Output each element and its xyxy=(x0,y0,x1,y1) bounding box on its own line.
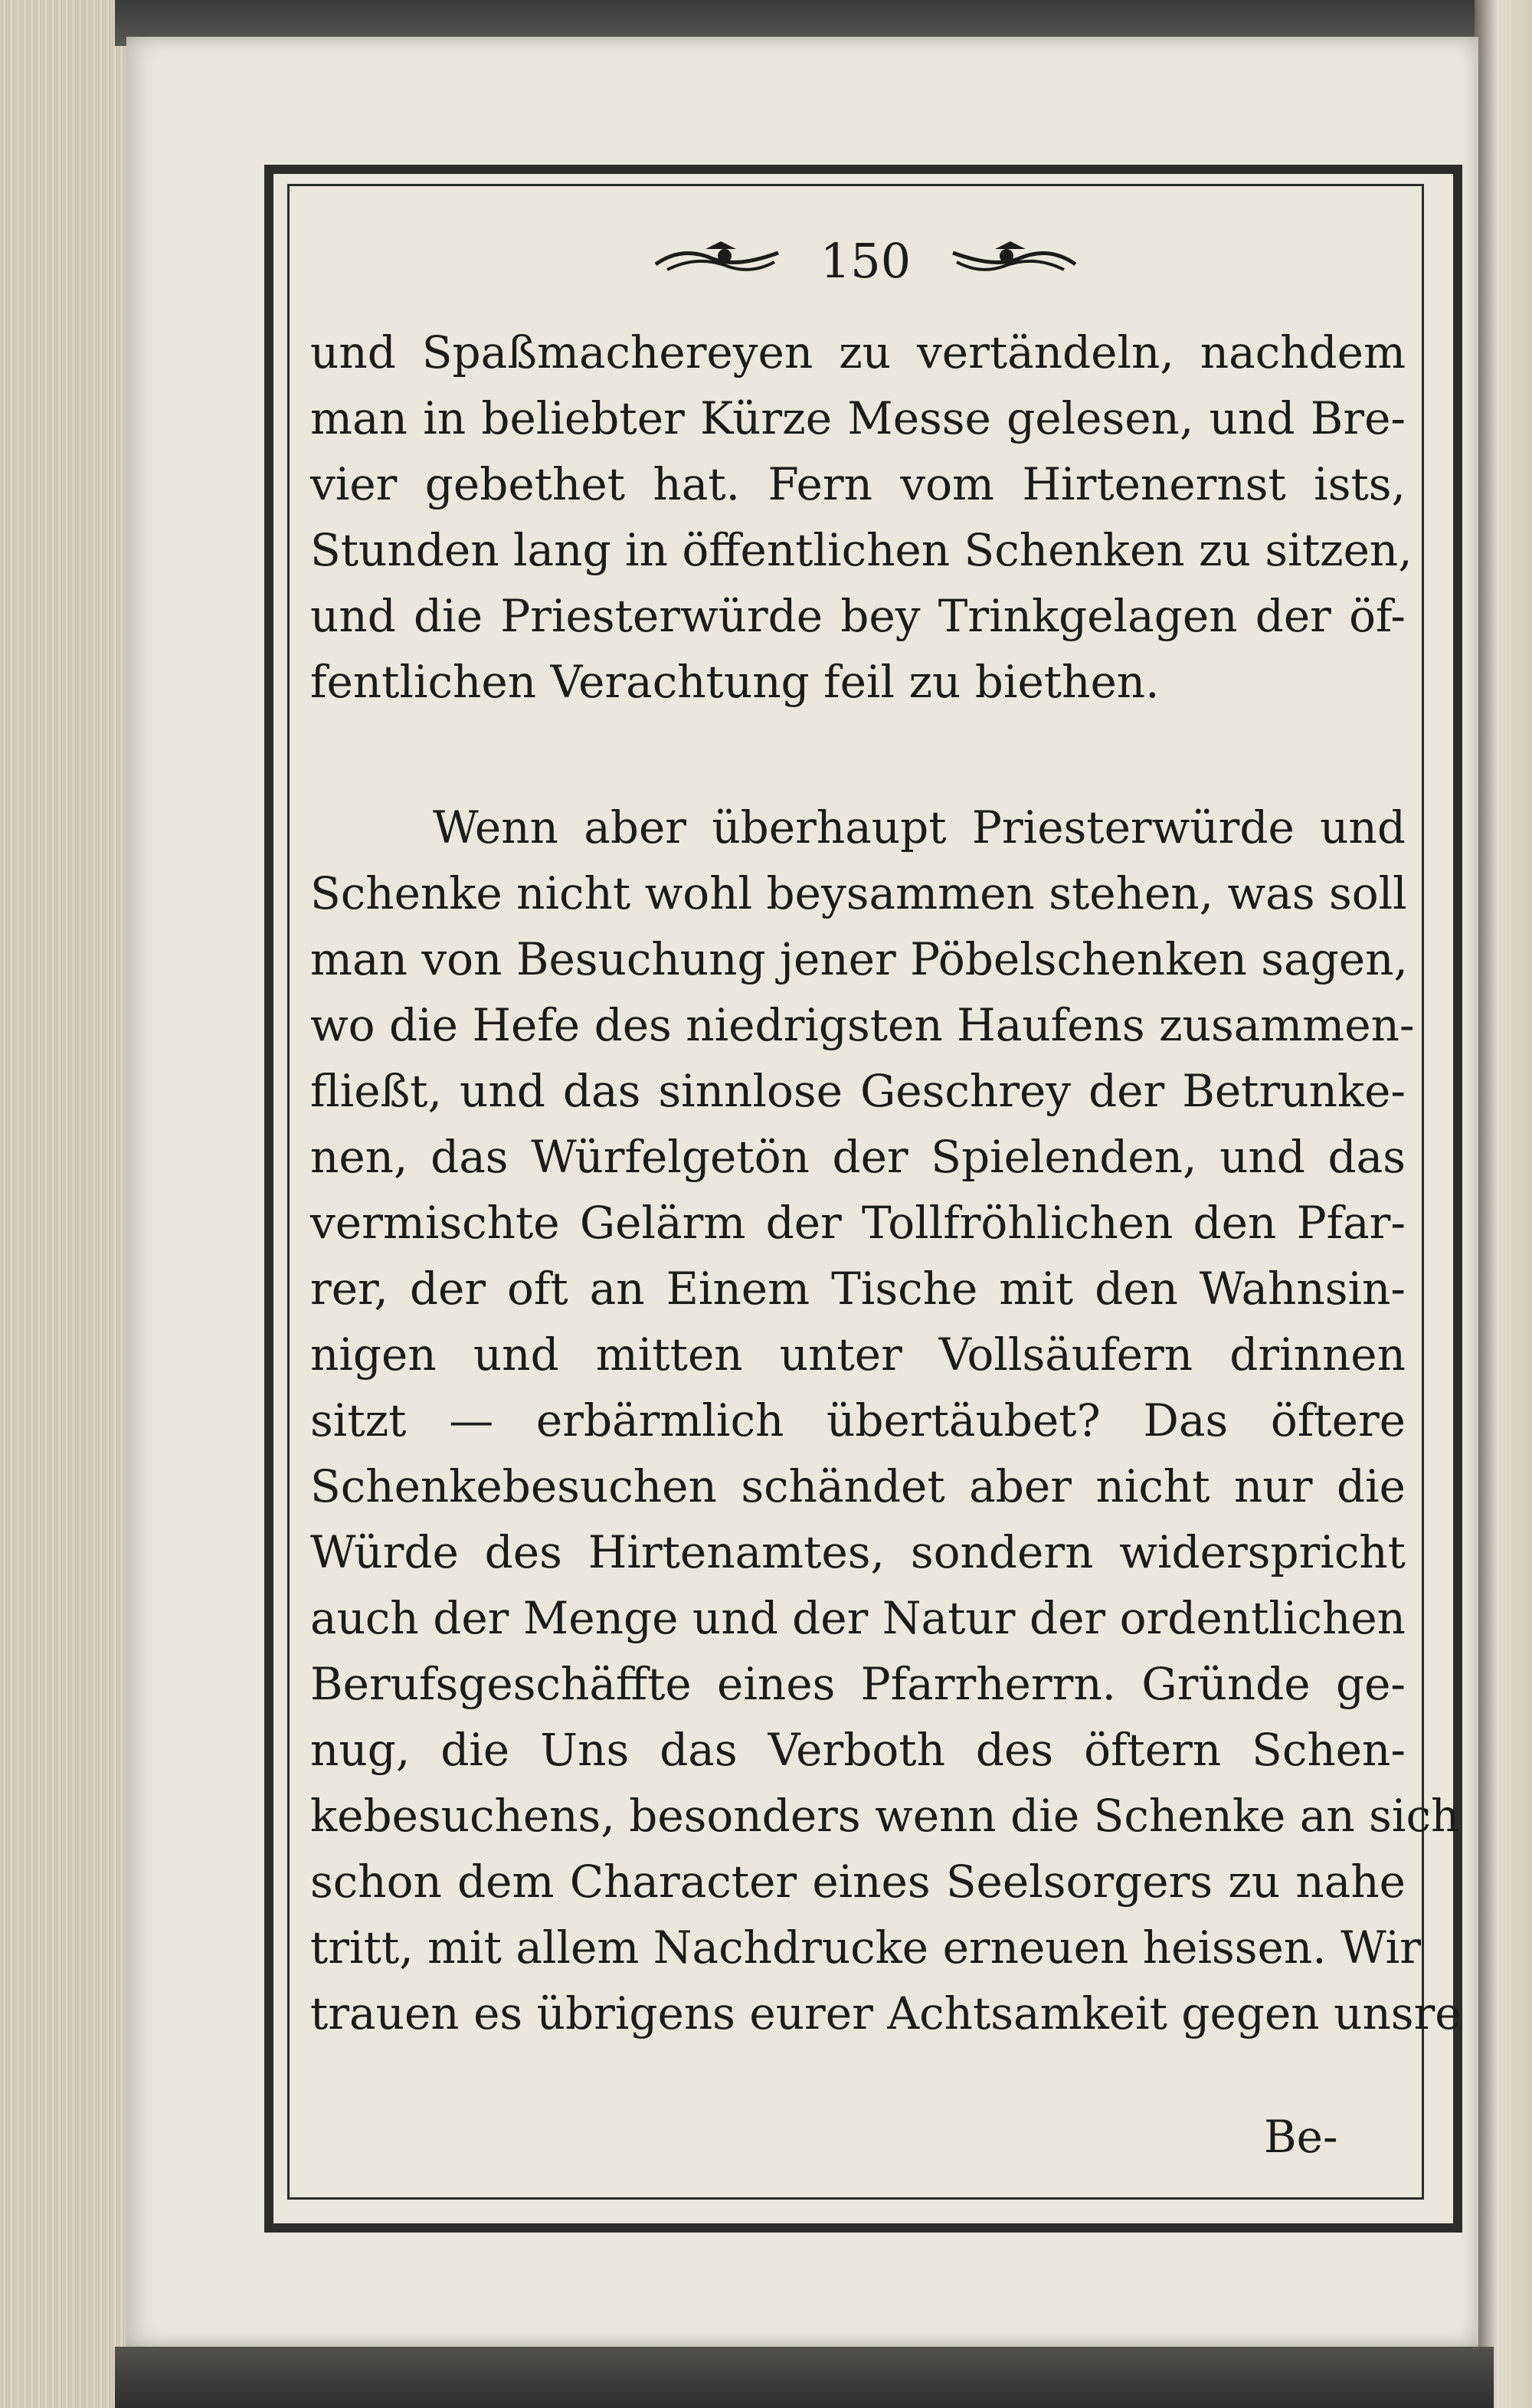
text-line: kebesuchens, besonders wenn die Schenke an sich xyxy=(310,1790,1460,1842)
text-line: Schenkebesuchen schändet aber nicht nur die xyxy=(310,1460,1406,1512)
text-line: rer, der oft an Einem Tische mit den Wahnsin- xyxy=(310,1263,1406,1315)
page-number: 150 xyxy=(820,232,912,289)
text-line: Wenn aber überhaupt Priesterwürde und xyxy=(433,801,1406,853)
text-line: fentlichen Verachtung feil zu biethen. xyxy=(310,656,1160,708)
body-text xyxy=(310,322,1462,2207)
text-line: Schenke nicht wohl beysammen stehen, was soll xyxy=(310,867,1407,919)
catchword: Be- xyxy=(1264,2111,1338,2163)
text-line: sitzt — erbärmlich übertäubet? Das öftere xyxy=(310,1394,1406,1446)
text-line: und die Priesterwürde bey Trinkgelagen der öf- xyxy=(310,590,1406,642)
text-line: fließt, und das sinnlose Geschrey der Betrunke- xyxy=(310,1065,1406,1117)
text-line: trauen es übrigens eurer Achtsamkeit gegen unsre xyxy=(310,1987,1462,2039)
ornament-icon xyxy=(949,238,1079,283)
book-right-edge xyxy=(1475,0,1532,2408)
text-line: man von Besuchung jener Pöbelschenken sagen, xyxy=(310,933,1408,985)
book-cover-bottom xyxy=(115,2347,1494,2408)
text-line: tritt, mit allem Nachdrucke erneuen heissen. Wir xyxy=(310,1921,1421,1974)
text-line: Stunden lang in öffentlichen Schenken zu sitzen, xyxy=(310,524,1413,576)
text-line: auch der Menge und der Natur der ordentlichen xyxy=(310,1592,1406,1644)
text-line: schon dem Character eines Seelsorgers zu nahe xyxy=(310,1856,1406,1908)
text-line: vermischte Gelärm der Tollfröhlichen den Pfar- xyxy=(310,1197,1406,1249)
text-line: wo die Hefe des niedrigsten Haufens zusammen- xyxy=(310,999,1415,1051)
text-line: vier gebethet hat. Fern vom Hirtenernst ists, xyxy=(310,458,1406,510)
text-line: nigen und mitten unter Vollsäufern drinnen xyxy=(310,1328,1406,1381)
text-line: man in beliebter Kürze Messe gelesen, und Bre- xyxy=(310,392,1406,444)
book-page-edges xyxy=(0,0,130,2408)
text-line: Berufsgeschäffte eines Pfarrherrn. Gründe ge- xyxy=(310,1658,1406,1710)
text-line: nen, das Würfelgetön der Spielenden, und das xyxy=(310,1131,1406,1183)
text-line: nug, die Uns das Verboth des öftern Schen- xyxy=(310,1724,1406,1776)
text-line: Würde des Hirtenamtes, sondern widerspricht xyxy=(310,1526,1406,1578)
ornament-icon xyxy=(652,238,782,283)
page-header xyxy=(597,226,1134,295)
text-line: und Spaßmachereyen zu vertändeln, nachdem xyxy=(310,326,1406,378)
